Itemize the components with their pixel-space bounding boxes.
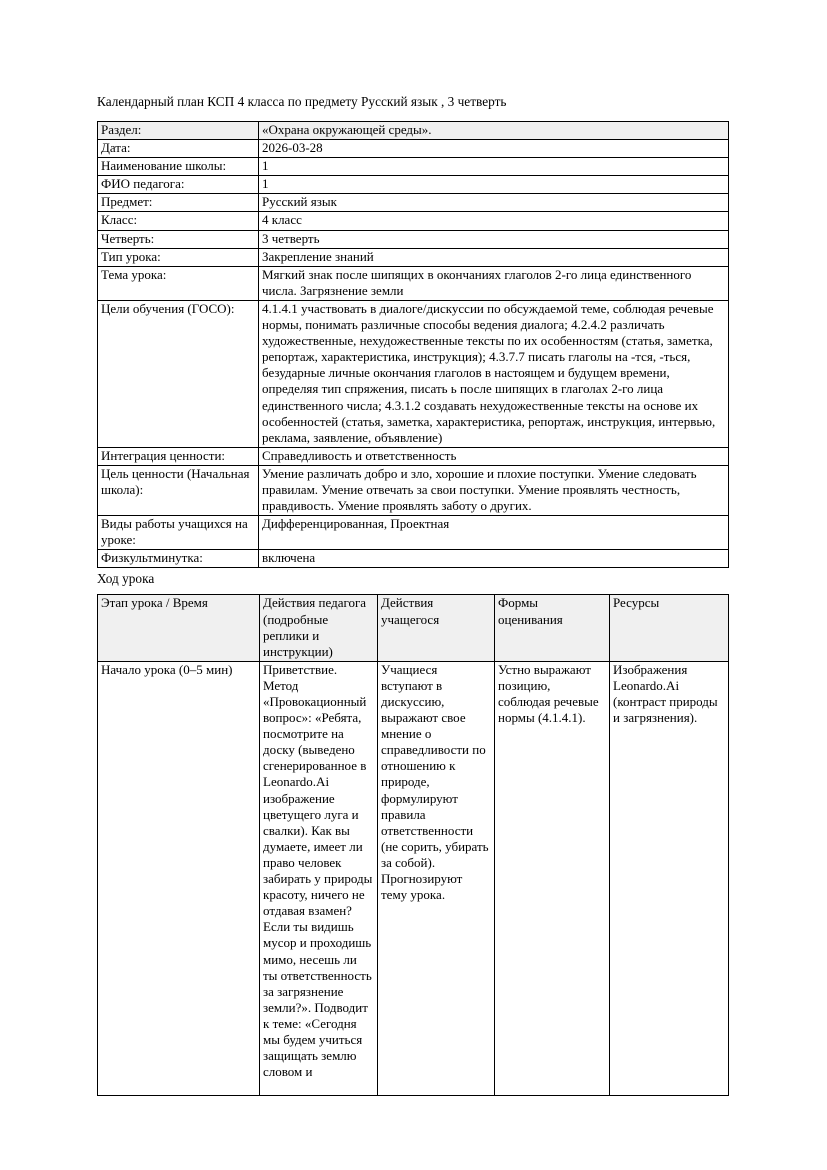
lesson-info-table xyxy=(97,121,729,568)
info-row-lesson-type xyxy=(98,248,729,266)
resources-cell: Изображения Leonardo.Ai (контраст природы и загрязнения). xyxy=(610,661,729,1095)
info-row-goso-objectives xyxy=(98,300,729,447)
info-value: Русский язык xyxy=(259,194,729,212)
section-heading: Ход урока xyxy=(97,571,155,587)
info-row-lesson-topic xyxy=(98,266,729,300)
info-row-class xyxy=(98,212,729,230)
header-resources: Ресурсы xyxy=(610,595,729,661)
info-row-teacher-name xyxy=(98,176,729,194)
info-row-work-types xyxy=(98,516,729,550)
info-label: Интеграция ценности: xyxy=(98,447,259,465)
document-title: Календарный план КСП 4 класса по предмету Русский язык , 3 четверть xyxy=(97,94,507,109)
info-label: Дата: xyxy=(98,140,259,158)
teacher-actions-cell: Приветствие. Метод «Провокационный вопрос»: «Ребята, посмотрите на доску (выведено сгенерированное в Leonardo.Ai изображение цветущего луга и свалки). Как вы думаете, имеет ли право человек забирать у природы красоту, ничего не отдавая взамен? Если ты видишь мусор и проходишь мимо, несешь ли ты ответственность за загрязнение земли?». Подводит к теме: «Сегодня мы будем учиться защищать землю словом и xyxy=(260,661,378,1095)
info-row-school-name xyxy=(98,158,729,176)
info-value: Закрепление знаний xyxy=(259,248,729,266)
info-label: Тема урока: xyxy=(98,266,259,300)
info-label: Класс: xyxy=(98,212,259,230)
info-row-quarter xyxy=(98,230,729,248)
info-value: 1 xyxy=(259,176,729,194)
header-student-actions: Действия учащегося xyxy=(378,595,495,661)
lesson-stage-row xyxy=(98,661,729,1095)
info-label: Тип урока: xyxy=(98,248,259,266)
info-label: Раздел: xyxy=(98,122,259,140)
lesson-table-header-row xyxy=(98,595,729,661)
info-value: 4 класс xyxy=(259,212,729,230)
info-row-values-goal xyxy=(98,465,729,515)
info-label: Виды работы учащихся на уроке: xyxy=(98,516,259,550)
info-label: Цель ценности (Начальная школа): xyxy=(98,465,259,515)
info-value: Мягкий знак после шипящих в окончаниях глаголов 2-го лица единственного числа. Загрязнение земли xyxy=(259,266,729,300)
info-value: Дифференцированная, Проектная xyxy=(259,516,729,550)
info-value: 4.1.4.1 участвовать в диалоге/дискуссии по обсуждаемой теме, соблюдая речевые нормы, понимать различные способы ведения диалога; 4.2.4.2 различать художественные, нехудожественные тексты по их особенностям (статья, заметка, репортаж, характеристика, инструкция); 4.3.7.7 писать глаголы на -тся, -ться, безударные личные окончания глаголов в настоящем и будущем времени, определяя тип спряжения, писать ь после шипящих в глаголах 2-го лица единственного числа; 4.3.1.2 создавать нехудожественные тексты на основе их особенностей (статья, заметка, характеристика, репортаж, инструкция, интервью, реклама, заявление, объявление) xyxy=(259,300,729,447)
info-value: включена xyxy=(259,550,729,568)
info-value: «Охрана окружающей среды». xyxy=(259,122,729,140)
header-stage-time: Этап урока / Время xyxy=(98,595,260,661)
info-row-physical-minute xyxy=(98,550,729,568)
info-value: 3 четверть xyxy=(259,230,729,248)
header-teacher-actions: Действия педагога (подробные реплики и инструкции) xyxy=(260,595,378,661)
info-label: Предмет: xyxy=(98,194,259,212)
info-value: Умение различать добро и зло, хорошие и плохие поступки. Умение следовать правилам. Умение отвечать за свои поступки. Умение проявлять честность, правдивость. Умение проявлять заботу о других. xyxy=(259,465,729,515)
info-row-date xyxy=(98,140,729,158)
assessment-cell: Устно выражают позицию, соблюдая речевые нормы (4.1.4.1). xyxy=(495,661,610,1095)
info-row-subject xyxy=(98,194,729,212)
info-label: Четверть: xyxy=(98,230,259,248)
student-actions-cell: Учащиеся вступают в дискуссию, выражают свое мнение о справедливости по отношению к природе, формулируют правила ответственности (не сорить, убирать за собой). Прогнозируют тему урока. xyxy=(378,661,495,1095)
page-content xyxy=(97,94,728,1096)
info-label: Цели обучения (ГОСО): xyxy=(98,300,259,447)
stage-time-cell: Начало урока (0–5 мин) xyxy=(98,661,260,1095)
info-row-values-integration xyxy=(98,447,729,465)
info-label: ФИО педагога: xyxy=(98,176,259,194)
lesson-course-table xyxy=(97,594,729,1095)
info-row-razdel xyxy=(98,122,729,140)
info-value: Справедливость и ответственность xyxy=(259,447,729,465)
info-label: Наименование школы: xyxy=(98,158,259,176)
info-value: 1 xyxy=(259,158,729,176)
info-value: 2026-03-28 xyxy=(259,140,729,158)
info-label: Физкультминутка: xyxy=(98,550,259,568)
header-assessment-forms: Формы оценивания xyxy=(495,595,610,661)
